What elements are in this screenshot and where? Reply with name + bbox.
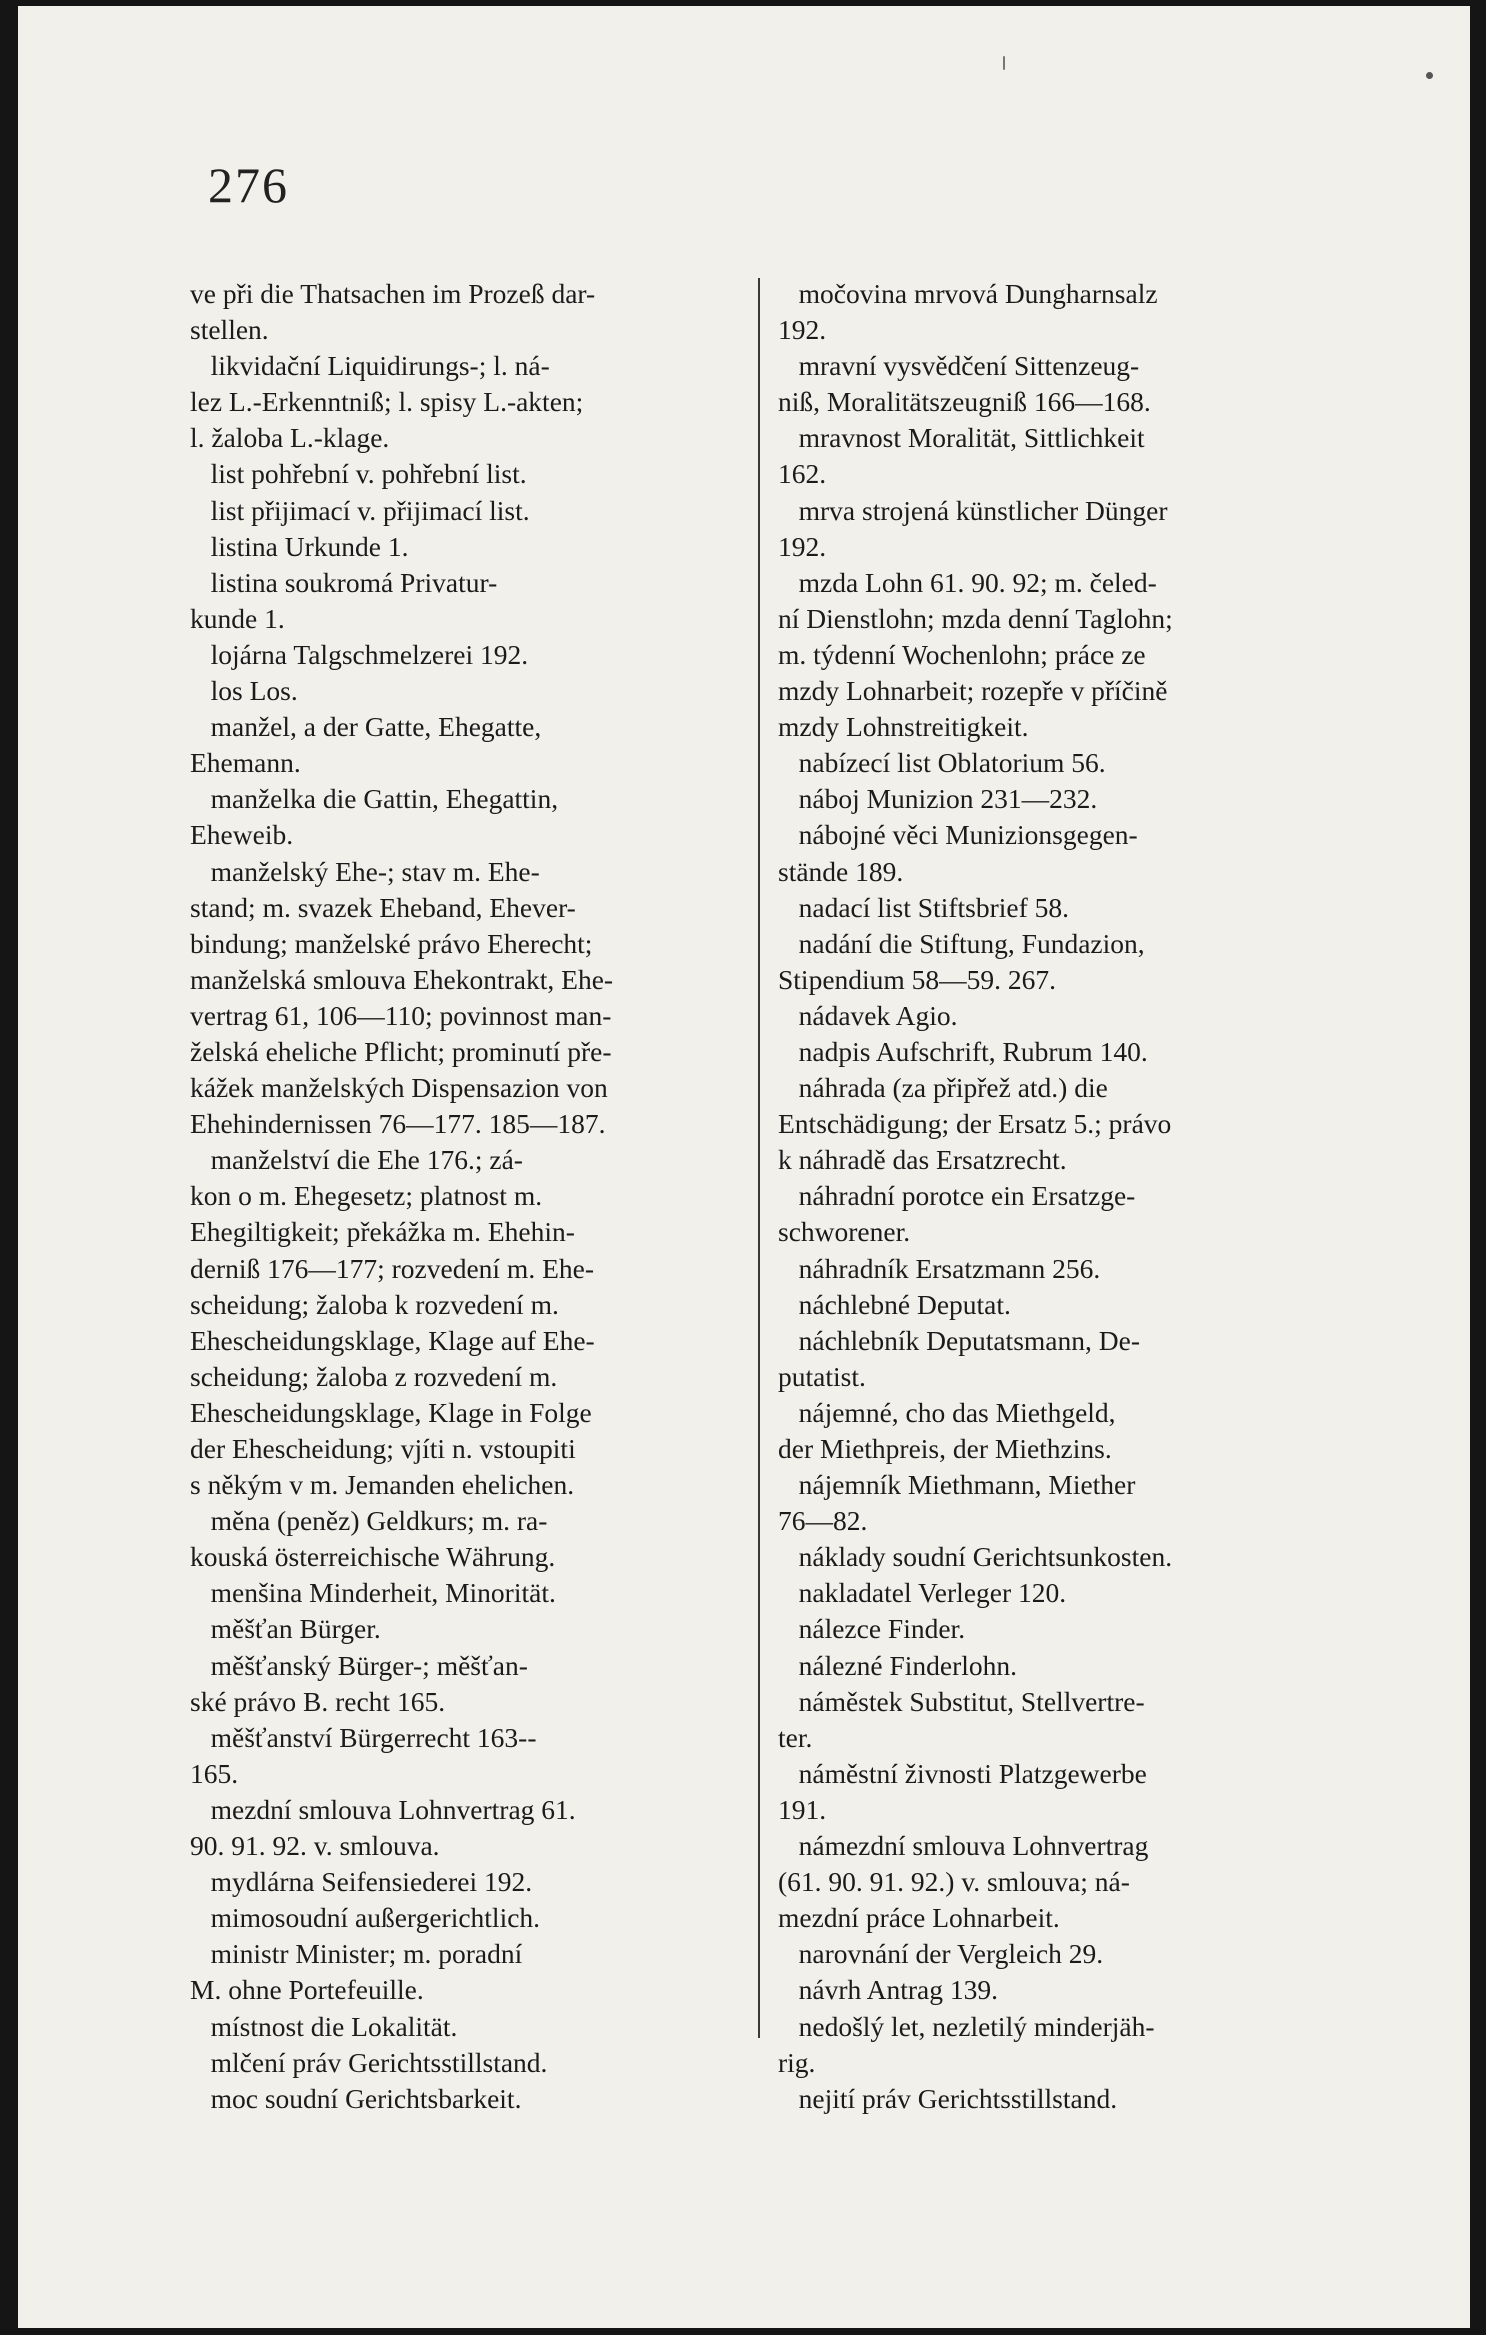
entry-line: 162.: [778, 458, 827, 490]
entry-line: schworener.: [778, 1216, 911, 1248]
entry-line: manželská smlouva Ehekontrakt, Ehe-: [190, 963, 614, 995]
entry-line: nálezné Finderlohn.: [778, 1649, 1018, 1681]
right-column: [778, 276, 1338, 2117]
entry-line: 192.: [778, 530, 827, 562]
entry-line: stände 189.: [778, 855, 904, 887]
entry-line: náchlebné Deputat.: [778, 1288, 1011, 1320]
entry-line: scheidung; žaloba k rozvedení m.: [190, 1288, 559, 1320]
entry-line: kouská österreichische Währung.: [190, 1541, 556, 1573]
print-speck: [1003, 56, 1005, 70]
entry-line: Ehescheidungsklage, Klage in Folge: [190, 1396, 592, 1428]
entry-line: močovina mrvová Dungharnsalz: [778, 278, 1158, 309]
entry-line: náhrada (za připřež atd.) die: [778, 1072, 1108, 1104]
entry-line: 90. 91. 92. v. smlouva.: [190, 1830, 440, 1862]
entry-line: menšina Minderheit, Minorität.: [190, 1577, 556, 1609]
entry-line: kon o m. Ehegesetz; platnost m.: [190, 1180, 543, 1212]
entry-line: nedošlý let, nezletilý minderjäh-: [778, 2010, 1155, 2042]
entry-line: lojárna Talgschmelzerei 192.: [190, 638, 529, 670]
entry-line: mzdy Lohnstreitigkeit.: [778, 711, 1029, 743]
entry-line: list pohřební v. pohřební list.: [190, 458, 527, 490]
column-divider: [758, 278, 760, 2038]
entry-line: náchlebník Deputatsmann, De-: [778, 1324, 1140, 1356]
entry-line: m. týdenní Wochenlohn; práce ze: [778, 638, 1146, 670]
entry-line: list přijimací v. přijimací list.: [190, 494, 530, 526]
entry-line: náměstek Substitut, Stellvertre-: [778, 1685, 1145, 1717]
entry-line: mrva strojená künstlicher Dünger: [778, 494, 1168, 526]
entry-line: Ehemann.: [190, 747, 301, 779]
entry-line: mezdní práce Lohnarbeit.: [778, 1902, 1060, 1934]
entry-line: s někým v m. Jemanden ehelichen.: [190, 1469, 575, 1501]
entry-line: náklady soudní Gerichtsunkosten.: [778, 1541, 1173, 1573]
entry-line: 191.: [778, 1793, 827, 1825]
entry-line: moc soudní Gerichtsbarkeit.: [190, 2082, 522, 2114]
entry-line: návrh Antrag 139.: [778, 1974, 998, 2006]
entry-line: měna (peněz) Geldkurs; m. ra-: [190, 1505, 548, 1537]
entry-line: nabízecí list Oblatorium 56.: [778, 747, 1106, 779]
entry-line: M. ohne Portefeuille.: [190, 1974, 424, 2006]
entry-line: los Los.: [190, 675, 298, 707]
entry-line: mravní vysvědčení Sittenzeug-: [778, 350, 1140, 382]
entry-line: mzda Lohn 61. 90. 92; m. čeled-: [778, 566, 1157, 598]
entry-line: náhradník Ersatzmann 256.: [778, 1252, 1101, 1284]
entry-line: ní Dienstlohn; mzda denní Taglohn;: [778, 602, 1173, 634]
entry-line: vertrag 61, 106—110; povinnost man-: [190, 999, 612, 1031]
entry-line: ter.: [778, 1721, 813, 1753]
entry-line: l. žaloba L.-klage.: [190, 422, 390, 454]
entry-line: Eheweib.: [190, 819, 294, 851]
entry-line: narovnání der Vergleich 29.: [778, 1938, 1104, 1970]
entry-line: manželský Ehe-; stav m. Ehe-: [190, 855, 540, 887]
entry-line: náhradní porotce ein Ersatzge-: [778, 1180, 1136, 1212]
entry-line: listina soukromá Privatur-: [190, 566, 498, 598]
entry-line: ministr Minister; m. poradní: [190, 1938, 523, 1970]
entry-line: Ehescheidungsklage, Klage auf Ehe-: [190, 1324, 595, 1356]
entry-line: mlčení práv Gerichtsstillstand.: [190, 2046, 548, 2078]
entry-line: mzdy Lohnarbeit; rozepře v příčině: [778, 675, 1168, 707]
entry-line: nadání die Stiftung, Fundazion,: [778, 927, 1145, 959]
entry-line: Ehegiltigkeit; překážka m. Ehehin-: [190, 1216, 575, 1248]
entry-line: měšťanství Bürgerrecht 163--: [190, 1721, 537, 1753]
entry-line: nábojné věci Munizionsgegen-: [778, 819, 1138, 851]
entry-line: nadpis Aufschrift, Rubrum 140.: [778, 1035, 1148, 1067]
entry-line: manželství die Ehe 176.; zá-: [190, 1144, 523, 1176]
entry-line: nadací list Stiftsbrief 58.: [778, 891, 1069, 923]
entry-line: derniß 176—177; rozvedení m. Ehe-: [190, 1252, 594, 1284]
entry-line: mimosoudní außergerichtlich.: [190, 1902, 541, 1934]
entry-line: bindung; manželské právo Eherecht;: [190, 927, 593, 959]
entry-line: manželka die Gattin, Ehegattin,: [190, 783, 559, 815]
entry-line: niß, Moralitätszeugniß 166—168.: [778, 386, 1151, 418]
entry-line: měšťanský Bürger-; měšťan-: [190, 1649, 528, 1681]
entry-line: lez L.-Erkenntniß; l. spisy L.-akten;: [190, 386, 584, 418]
entry-line: Stipendium 58—59. 267.: [778, 963, 1057, 995]
entry-line: kunde 1.: [190, 602, 285, 634]
entry-line: námezdní smlouva Lohnvertrag: [778, 1830, 1149, 1862]
entry-line: mydlárna Seifensiederei 192.: [190, 1866, 533, 1898]
entry-line: scheidung; žaloba z rozvedení m.: [190, 1360, 558, 1392]
entry-line: der Ehescheidung; vjíti n. vstoupiti: [190, 1433, 576, 1464]
entry-line: náměstní živnosti Platzgewerbe: [778, 1757, 1147, 1789]
entry-line: ské právo B. recht 165.: [190, 1685, 446, 1717]
entry-line: mezdní smlouva Lohnvertrag 61.: [190, 1793, 576, 1825]
entry-line: nálezce Finder.: [778, 1613, 966, 1645]
entry-line: mravnost Moralität, Sittlichkeit: [778, 422, 1145, 454]
entry-line: likvidační Liquidirungs-; l. ná-: [190, 350, 550, 382]
entry-line: rig.: [778, 2046, 816, 2078]
entry-line: nakladatel Verleger 120.: [778, 1577, 1067, 1609]
left-column: [190, 276, 750, 2117]
entry-line: nádavek Agio.: [778, 999, 958, 1031]
entry-line: 192.: [778, 314, 827, 346]
entry-line: nejití práv Gerichtsstillstand.: [778, 2082, 1118, 2114]
entry-line: kážek manželských Dispensazion von: [190, 1072, 608, 1104]
page-number: 276: [208, 157, 289, 213]
entry-line: místnost die Lokalität.: [190, 2010, 458, 2042]
entry-line: náboj Munizion 231—232.: [778, 783, 1098, 815]
entry-line: měšťan Bürger.: [190, 1613, 381, 1645]
entry-line: k náhradě das Ersatzrecht.: [778, 1144, 1067, 1176]
entry-line: stellen.: [190, 314, 269, 346]
entry-line: stand; m. svazek Eheband, Ehever-: [190, 891, 576, 923]
entry-line: (61. 90. 91. 92.) v. smlouva; ná-: [778, 1866, 1130, 1898]
entry-line: manžel, a der Gatte, Ehegatte,: [190, 711, 542, 743]
entry-line: Ehehindernissen 76—177. 185—187.: [190, 1108, 606, 1140]
entry-line: nájemník Miethmann, Miether: [778, 1469, 1136, 1501]
entry-line: 76—82.: [778, 1505, 868, 1537]
book-page: [18, 6, 1470, 2328]
entry-line: listina Urkunde 1.: [190, 530, 409, 562]
entry-line: nájemné, cho das Miethgeld,: [778, 1396, 1116, 1428]
entry-line: Entschädigung; der Ersatz 5.; právo: [778, 1108, 1172, 1140]
entry-line: der Miethpreis, der Miethzins.: [778, 1433, 1112, 1464]
entry-line: 165.: [190, 1757, 239, 1789]
entry-line: ve při die Thatsachen im Prozeß dar-: [190, 278, 596, 309]
entry-line: želská eheliche Pflicht; prominutí pře-: [190, 1035, 612, 1067]
print-speck: [1426, 72, 1433, 79]
entry-line: putatist.: [778, 1360, 866, 1392]
